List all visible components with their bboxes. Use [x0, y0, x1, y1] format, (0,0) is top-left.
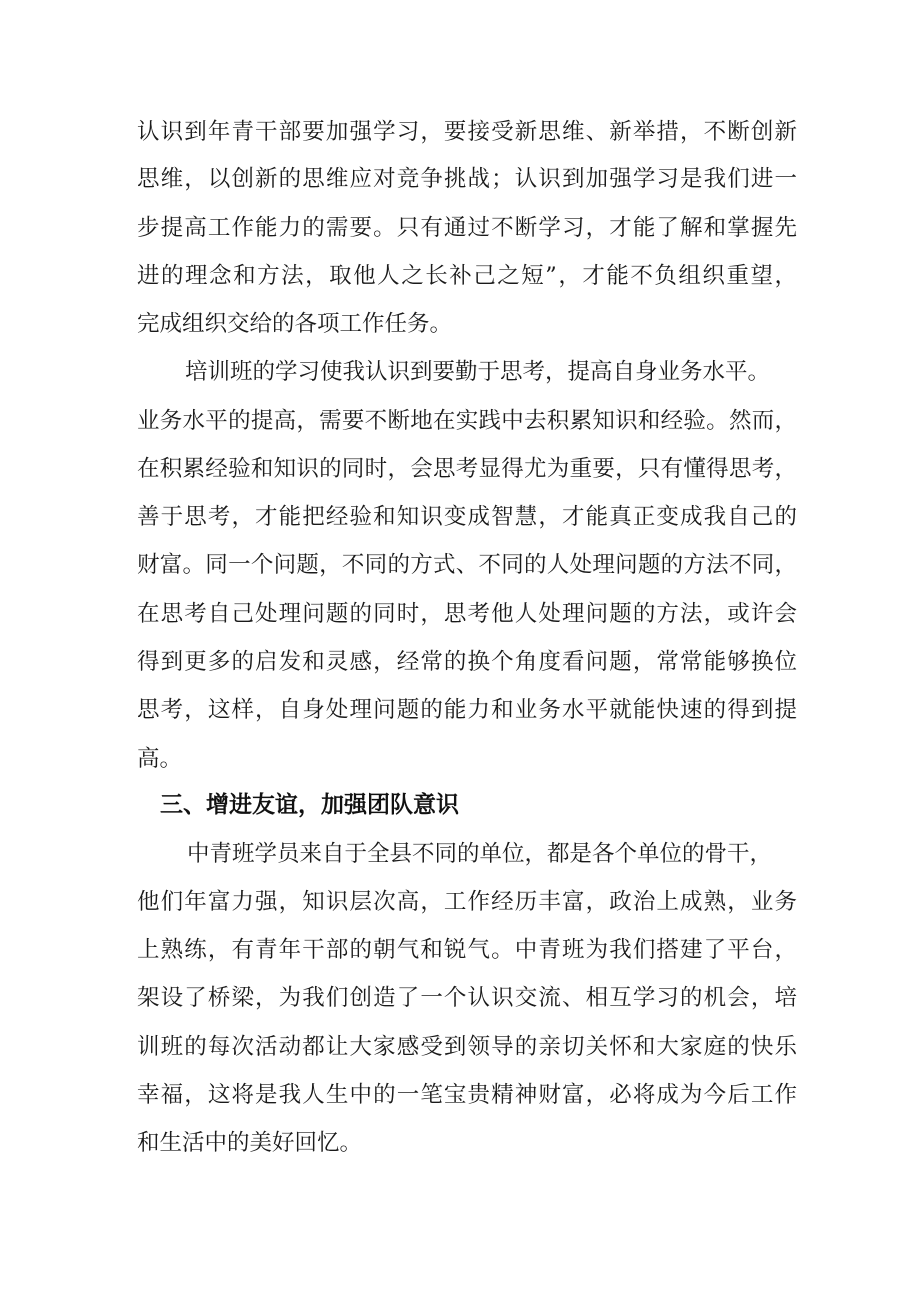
- paragraph-line: 在思考自己处理问题的同时，思考他人处理问题的方法，或许会: [137, 601, 797, 627]
- paragraph-line: 善于思考，才能把经验和知识变成智慧，才能真正变成我自己的: [137, 504, 797, 530]
- paragraph-line: 他们年富力强，知识层次高，工作经历丰富，政治上成熟，业务: [137, 889, 797, 915]
- paragraph-line: 架设了桥梁，为我们创造了一个认识交流、相互学习的机会，培: [137, 985, 797, 1011]
- paragraph-line: 在积累经验和知识的同时，会思考显得尤为重要，只有懂得思考，: [137, 456, 797, 482]
- paragraph-line: 认识到年青干部要加强学习，要接受新思维、新举措，不断创新: [137, 119, 797, 145]
- paragraph-line: 业务水平的提高，需要不断地在实践中去积累知识和经验。然而，: [137, 408, 797, 434]
- paragraph-line: 思考，这样，自身处理问题的能力和业务水平就能快速的得到提: [137, 697, 797, 723]
- paragraph-line: 高。: [137, 746, 183, 772]
- paragraph-line: 得到更多的启发和灵感，经常的换个角度看问题，常常能够换位: [137, 649, 797, 675]
- paragraph-line: 幸福，这将是我人生中的一笔宝贵精神财富，必将成为今后工作: [137, 1082, 797, 1108]
- paragraph-first-line: 中青班学员来自于全县不同的单位，都是各个单位的骨干，: [187, 841, 773, 867]
- paragraph-line: 财富。同一个问题，不同的方式、不同的人处理问题的方法不同，: [137, 552, 797, 578]
- paragraph-first-line: 培训班的学习使我认识到要勤于思考，提高自身业务水平。: [185, 359, 771, 385]
- paragraph-line: 训班的每次活动都让大家感受到领导的亲切关怀和大家庭的快乐: [137, 1034, 797, 1060]
- paragraph-line: 和生活中的美好回忆。: [137, 1130, 363, 1156]
- paragraph-line: 进的理念和方法，取他人之长补己之短”，才能不负组织重望，: [137, 263, 797, 289]
- paragraph-line: 思维，以创新的思维应对竞争挑战；认识到加强学习是我们进一: [137, 166, 797, 192]
- paragraph-line: 完成组织交给的各项工作任务。: [137, 311, 453, 337]
- paragraph-line: 步提高工作能力的需要。只有通过不断学习，才能了解和掌握先: [137, 215, 797, 241]
- section-heading: 三、增进友谊，加强团队意识: [160, 792, 459, 818]
- paragraph-line: 上熟练，有青年干部的朝气和锐气。中青班为我们搭建了平台，: [137, 937, 797, 963]
